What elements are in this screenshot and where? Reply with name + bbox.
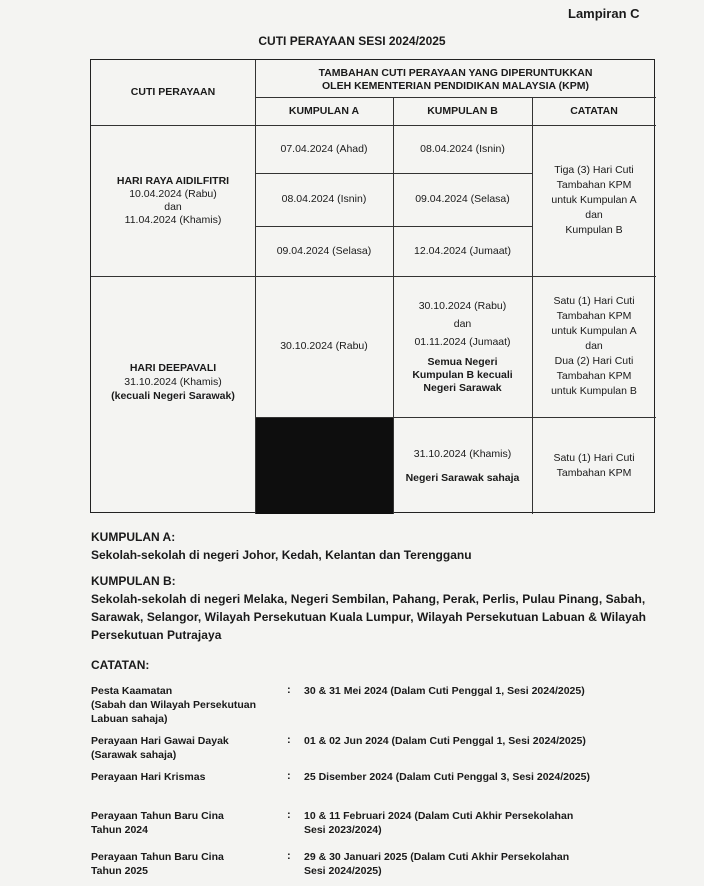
catatan-value-line: 29 & 30 Januari 2025 (Dalam Cuti Akhir Persekolahan xyxy=(304,851,570,863)
aidilfitri-b3: 12.04.2024 (Jumaat) xyxy=(414,244,511,257)
catatan-colon: : xyxy=(287,850,291,862)
deepavali-b1 xyxy=(393,276,532,417)
aidilfitri-a3: 09.04.2024 (Selasa) xyxy=(276,244,372,257)
catatan-label-line: Pesta Kaamatan xyxy=(91,685,173,697)
aidilfitri-b1: 08.04.2024 (Isnin) xyxy=(420,142,505,155)
header-tambahan xyxy=(255,62,656,97)
catatan-label-line: Perayaan Tahun Baru Cina xyxy=(91,851,224,863)
aidilfitri-b2: 09.04.2024 (Selasa) xyxy=(415,193,510,205)
aidilfitri-name-cell xyxy=(91,125,255,276)
deepavali-note1-line: Tambahan KPM xyxy=(556,310,632,322)
catatan-item-value xyxy=(304,684,634,698)
catatan-label-line: Perayaan Hari Gawai Dayak xyxy=(91,735,229,747)
deepavali-b1-line: Kumpulan B kecuali xyxy=(412,368,513,381)
catatan-label-line: Tahun 2024 xyxy=(91,824,148,836)
catatan-title: CATATAN: xyxy=(91,658,150,672)
catatan-item-label xyxy=(91,734,281,762)
deepavali-note1-line: untuk Kumpulan A xyxy=(551,325,637,337)
aidilfitri-note-line: Tambahan KPM xyxy=(556,179,632,191)
aidilfitri-note-line: dan xyxy=(585,209,603,221)
lampiran-label: Lampiran C xyxy=(568,6,640,21)
catatan-item-label xyxy=(91,684,281,726)
catatan-colon: : xyxy=(287,684,291,696)
catatan-item-value xyxy=(304,734,634,748)
catatan-label-line: Perayaan Hari Krismas xyxy=(91,771,206,783)
kumpulan-a-title: KUMPULAN A: xyxy=(91,530,176,544)
header-catatan: CATATAN xyxy=(570,104,618,117)
deepavali-note2 xyxy=(532,417,656,514)
deepavali-name: HARI DEEPAVALI xyxy=(129,362,217,374)
deepavali-b2-line: Negeri Sarawak sahaja xyxy=(405,471,520,484)
catatan-item-value xyxy=(304,850,634,878)
deepavali-date: 31.10.2024 (Khamis) xyxy=(124,376,222,388)
header-tambahan-line1: TAMBAHAN CUTI PERAYAAN YANG DIPERUNTUKKAN xyxy=(318,66,593,79)
aidilfitri-date1: 10.04.2024 (Rabu) xyxy=(129,187,217,200)
deepavali-name-cell xyxy=(91,350,255,414)
kumpulan-b-text: Sekolah-sekolah di negeri Melaka, Negeri Sembilan, Pahang, Perak, Perlis, Pulau Pinang, Sabah, Sarawak, Selangor, Wilayah Persekutuan Kuala Lumpur, Wilayah Persekutuan Labuan & Wilayah Persekutuan Putrajaya xyxy=(91,592,646,642)
aidilfitri-note-line: Tiga (3) Hari Cuti xyxy=(554,164,634,176)
deepavali-b1-line: dan xyxy=(453,317,472,330)
aidilfitri-note-line: untuk Kumpulan A xyxy=(551,194,637,206)
header-tambahan-line2: OLEH KEMENTERIAN PENDIDIKAN MALAYSIA (KPM) xyxy=(322,79,589,92)
aidilfitri-date2: 11.04.2024 (Khamis) xyxy=(124,213,222,226)
deepavali-note2-line: Satu (1) Hari Cuti xyxy=(553,451,635,464)
header-kumpulan-a: KUMPULAN A xyxy=(288,104,360,117)
catatan-colon: : xyxy=(287,770,291,782)
deepavali-a1: 30.10.2024 (Rabu) xyxy=(280,340,368,352)
deepavali-note1-line: dan xyxy=(585,340,603,352)
catatan-colon: : xyxy=(287,734,291,746)
catatan-item-label xyxy=(91,850,281,878)
catatan-item-label xyxy=(91,809,281,837)
aidilfitri-name: HARI RAYA AIDILFITRI xyxy=(116,174,230,187)
catatan-label-line: (Sabah dan Wilayah Persekutuan xyxy=(91,699,257,711)
deepavali-note1 xyxy=(532,276,656,417)
aidilfitri-a1: 07.04.2024 (Ahad) xyxy=(280,142,368,155)
catatan-label-line: Tahun 2025 xyxy=(91,865,148,877)
header-cuti-perayaan: CUTI PERAYAAN xyxy=(130,86,216,98)
aidilfitri-a2: 08.04.2024 (Isnin) xyxy=(281,193,367,205)
deepavali-b1-line: Negeri Sarawak xyxy=(423,381,502,394)
deepavali-note1-line: untuk Kumpulan B xyxy=(551,385,637,397)
catatan-item-value xyxy=(304,770,634,784)
catatan-colon: : xyxy=(287,809,291,821)
kumpulan-b-title: KUMPULAN B: xyxy=(91,574,176,588)
catatan-value-line: 25 Disember 2024 (Dalam Cuti Penggal 3, Sesi 2024/2025) xyxy=(304,771,590,783)
aidilfitri-note-line: Kumpulan B xyxy=(565,224,623,236)
catatan-label-line: Labuan sahaja) xyxy=(91,713,168,725)
catatan-value-line: 10 & 11 Februari 2024 (Dalam Cuti Akhir Persekolahan xyxy=(304,810,574,822)
deepavali-note1-line: Tambahan KPM xyxy=(556,370,632,382)
catatan-label-line: Perayaan Tahun Baru Cina xyxy=(91,810,224,822)
blacked-out-cell xyxy=(256,418,393,514)
deepavali-except: (kecuali Negeri Sarawak) xyxy=(111,390,235,402)
catatan-item-value xyxy=(304,809,634,837)
deepavali-b2 xyxy=(393,417,532,514)
page-title: CUTI PERAYAAN SESI 2024/2025 xyxy=(258,34,446,48)
deepavali-b2-line: 31.10.2024 (Khamis) xyxy=(413,447,512,460)
catatan-value-line: 01 & 02 Jun 2024 (Dalam Cuti Penggal 1, Sesi 2024/2025) xyxy=(304,735,586,747)
catatan-label-line: (Sarawak sahaja) xyxy=(91,749,177,761)
deepavali-b1-line: Semua Negeri xyxy=(427,355,498,368)
aidilfitri-dan: dan xyxy=(164,200,182,213)
header-kumpulan-b: KUMPULAN B xyxy=(427,104,498,117)
aidilfitri-note xyxy=(532,125,656,276)
holiday-table xyxy=(90,59,655,513)
deepavali-note1-line: Dua (2) Hari Cuti xyxy=(554,355,634,367)
catatan-value-line: Sesi 2023/2024) xyxy=(304,824,382,836)
deepavali-b1-line: 30.10.2024 (Rabu) xyxy=(418,299,507,312)
deepavali-note1-line: Satu (1) Hari Cuti xyxy=(553,295,635,307)
catatan-item-label xyxy=(91,770,281,784)
catatan-value-line: 30 & 31 Mei 2024 (Dalam Cuti Penggal 1, Sesi 2024/2025) xyxy=(304,685,585,697)
deepavali-b1-line: 01.11.2024 (Jumaat) xyxy=(414,335,511,348)
kumpulan-a-text: Sekolah-sekolah di negeri Johor, Kedah, Kelantan dan Terengganu xyxy=(91,548,472,562)
catatan-value-line: Sesi 2024/2025) xyxy=(304,865,382,877)
deepavali-note2-line: Tambahan KPM xyxy=(556,466,632,479)
